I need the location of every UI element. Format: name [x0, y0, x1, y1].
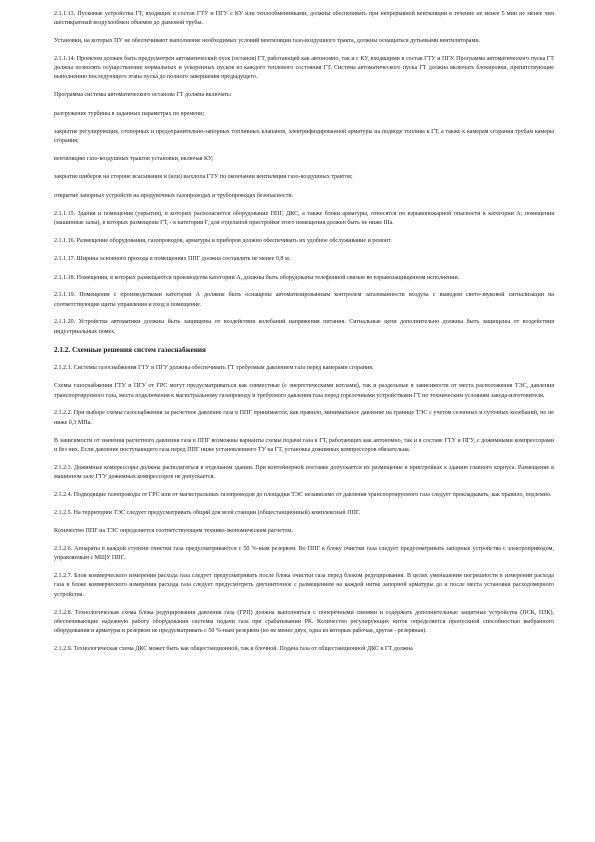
paragraph-2-1-2-1: 2.1.2.1. Системы газоснабжения ГТУ и ПГУ должны обеспечивать ГТ требуемым давлением газа перед камерами сгорания.: [54, 365, 374, 372]
list-item-ventilation: вентиляцию газо-воздушных трактов установки, включая КУ;: [54, 155, 214, 162]
list-item-purge: открытие запорных устройств на продувочных газопроводах и трубопроводах безопасности.: [54, 192, 294, 199]
section-heading: 2.1.2. Схемные решения систем газоснабжения: [54, 345, 206, 354]
paragraph-2-1-2-9: 2.1.2.9. Технологическая схема ДКС может быть как общестанционной, так и блочной. Подача газа от общестанционной ДКС к ГТ должна: [54, 645, 413, 652]
paragraph-2-1-2-7: 2.1.2.7. Блок коммерческого измерения расхода газа следует предусматривать после блока очистки газа перед блоком редуцирования. В целях уменьшения погрешности в измерении расхода газа в блоке коммерческого измерения расхода газа следует предусмотреть двухниточное с размещением на каждой нитке запорной арматуры до и после места установки расходомерного устройства.: [54, 573, 554, 598]
paragraph-2-1-2-3: 2.1.2.3. Дожимные компрессоры должны располагаться в отдельном здании. При контейнерной поставке допускается их размещение в пристройках к зданию главного корпуса. Размещение в машинном зале ГТУ дожимных компрессоров не допускается.: [54, 464, 554, 480]
paragraph-2-1-1-17: 2.1.1.17. Ширина основного прохода в помещениях ППГ должна составлять не менее 0,8 м.: [54, 256, 291, 263]
paragraph-stop-program-intro: Программа системы автоматического останова ГТ должна включать:: [54, 92, 232, 99]
paragraph-supply-schemes: Схемы газоснабжения ГТУ и ПГУ от ГРС могут предусматриваться как совместные (с энергетическими котлами), так и раздельные в зависимости от места расположения ТЭС, давления транспортируемого газа, места подключения к магистральному газопроводу и требуемого давления газа перед горелочными устройствами ГТ по техническим условиям завода-изготовителя.: [54, 383, 554, 399]
list-item-dampers: закрытие шиберов на стороне всасывания и (или) выхлопа ГТУ по окончании вентиляции газо-воздушных трактов;: [54, 174, 353, 181]
paragraph-2-1-2-8: 2.1.2.8. Технологическая схема блока редуцирования давления газа (ГРП) должна выполняться с поперечными связями и содержать дополнительные защитные устройства (ПСК, ПЗК), обеспечивающие надежную работу оборудования системы подачи газа при срабатывании РК. Количество регулирующих ниток определяется пропускной способностью выбранного оборудования и арматуры и резервом не предусматривать с 50 %-ным резервом (но не менее двух, одна из которых рабочая, другая - резервная).: [54, 609, 554, 635]
list-item-unloading: разгружение турбины в заданных параметрах по времени;: [54, 110, 205, 117]
paragraph-pressure-variants: В зависимости от значения расчетного давления газа в ППГ возможны варианты схемы подачи газа к ГТ, работающих как автономно, так и в составе ГТУ и ПГУ, с дожимными компрессорами и без них. Если давление поступающего газа перед ППГ ниже установленного ТУ на ГТ, установка дожимных компрессоров обязательна.: [54, 437, 554, 453]
paragraph-2-1-1-20: 2.1.1.20. Устройства автоматики должны быть защищены от воздействия колебаний напряжения питания. Сигнальные цепи дополнительно должны быть защищены от воздействия индустриальных помех.: [54, 319, 554, 335]
paragraph-2-1-2-4: 2.1.2.4. Подводящие газопроводы от ГРС или от магистральных газопроводов до площадки ТЭС независимо от давления транспортируемого газа следует прокладывать, как правило, подземно.: [54, 491, 552, 498]
list-item-closing-valves: закрытие регулирующих, стопорных и предохранительно-запорных топливных клапанов, электрифицированной арматуры на подводе топлива к ГТ, а также к камерам сгорания трубам камеры сгорания;: [54, 128, 554, 145]
paragraph-2-1-1-14: 2.1.1.14. Проектом должен быть предусмотрен автоматический пуск (останов) ГТ, работающей как автономно, так и с КУ, входящими в состав ГТУ и ПГУ. Программа автоматического пуска ГТ должна позволять осуществление нормальных и ускоренных пусков из каждого теплового состояния ГТ. Система автоматического пуска ГТ должна включать блокировки, препятствующие выполнению последующего этапа пуска до полного завершения предыдущего.: [54, 55, 554, 81]
paragraph-2-1-2-2: 2.1.2.2. При выборе схемы газоснабжения за расчетное давление газа в ППГ принимается, как правило, минимальное давление на границе ТЭС с учетом сезонных и суточных колебаний, но не ниже 0,3 МПа.: [54, 410, 554, 426]
paragraph-2-1-2-5: 2.1.2.5. На территории ТЭС следует предусматривать общий для всей станции (общестанционный) комплексный ППГ.: [54, 509, 361, 516]
paragraph-ppg-count: Количество ППГ на ТЭС определяется соответствующим технико-экономическим расчетом.: [54, 527, 293, 534]
paragraph-2-1-1-13: 2.1.1.13. Пусковые устройства ГТ, входящих в состав ГТУ и ПГУ с КУ или теплообменниками, должны обеспечивать при непрерывной вентиляции в течение не менее 5 мин не менее чем шестикратный воздухообмен объемов до дымовой трубы.: [54, 11, 554, 27]
document-page: [54, 10, 554, 838]
paragraph-2-1-1-18: 2.1.1.18. Помещения, в которых размещаются производства категории А, должны быть оборудованы телефонной связью во взрывозащищенном исполнении.: [54, 274, 460, 281]
paragraph-blowers: Установки, на которых ПУ не обеспечивают выполнение необходимых условий вентиляции газо-воздушного тракта, должны оснащаться дутьевыми вентиляторами.: [54, 38, 481, 45]
paragraph-2-1-1-16: 2.1.1.16. Размещение оборудования, газопроводов, арматуры и приборов должно обеспечивать их удобное обслуживание и ремонт.: [54, 237, 392, 244]
paragraph-2-1-1-15: 2.1.1.15. Здания и помещения (укрытия), в которых располагается оборудование ППГ, ДКС, а также блоки арматуры, относятся по взрывопожарной опасности к категории А; помещения (машинные залы), в которых размещены ГТ, - к категории Г, для отдельной пристройки этого помещения должен быть не ниже IIIа.: [54, 210, 554, 227]
paragraph-2-1-2-6: 2.1.2.6. Аппараты в каждой ступени очистки газа предусматриваются с 50 %-ным резервом. Во ППГ к блоку очистки газа следует предусматривать запорные устройства с электроприводом, управляемым с МЩУ ППГ.: [54, 546, 554, 562]
paragraph-2-1-1-19: 2.1.1.19. Помещения с производствами категории А должны быть оснащены автоматизированным контролем загазованности воздуха с выводом свето-звуковой сигнализации на соответствующие щиты управления и вход в помещение.: [54, 292, 554, 308]
